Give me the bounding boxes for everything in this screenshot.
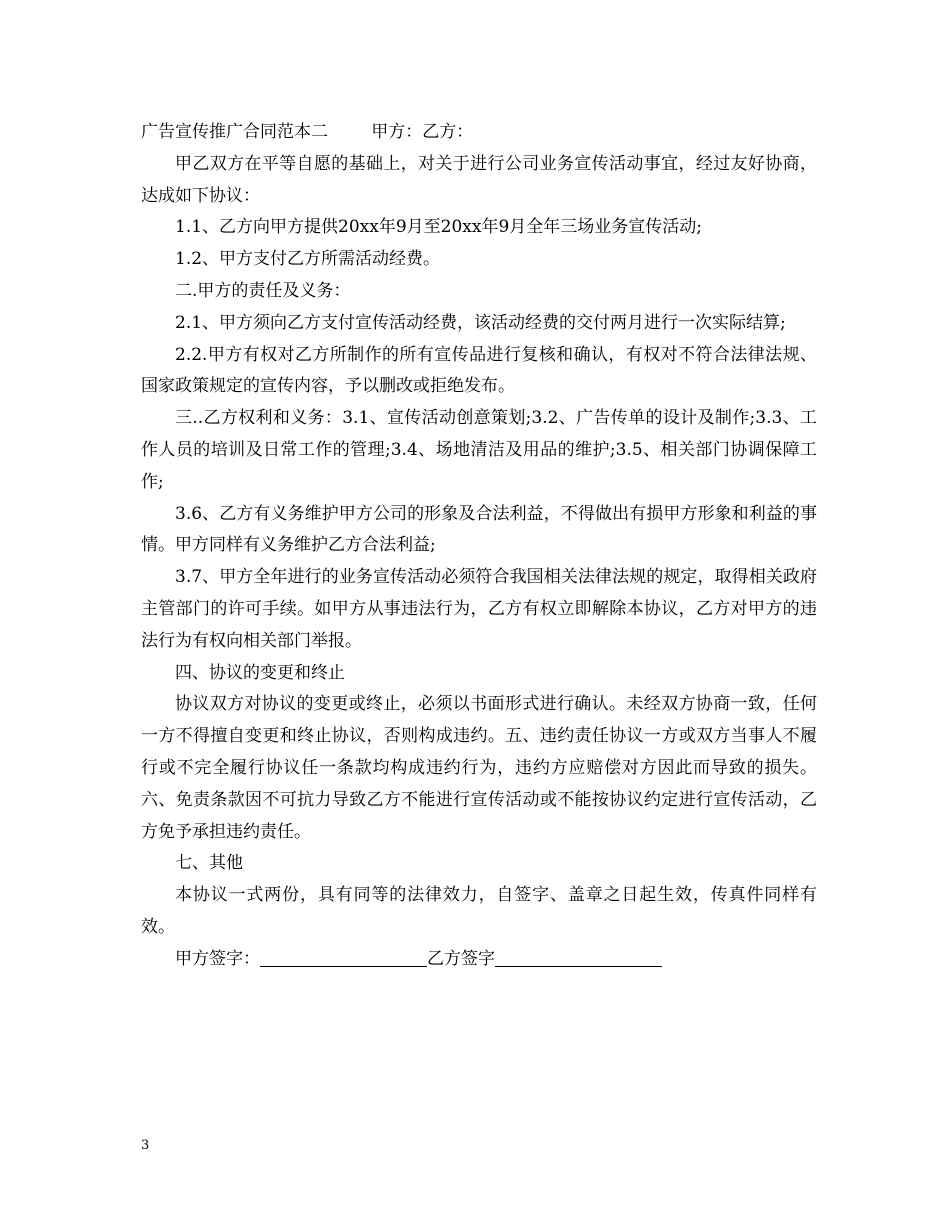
party-a-signature-line xyxy=(260,948,427,967)
paragraph-intro: 甲乙双方在平等自愿的基础上，对关于进行公司业务宣传活动事宜，经过友好协商，达成如下协议： xyxy=(141,153,817,206)
title-line: 广告宣传推广合同范本二 甲方：乙方： xyxy=(141,122,474,142)
party-b-signature-label: 乙方签字 xyxy=(427,948,495,969)
document-body xyxy=(141,117,817,976)
signature-row xyxy=(141,944,817,976)
section-heading-4: 四、协议的变更和终止 xyxy=(175,662,345,683)
paragraph-1-1: 1.1、乙方向甲方提供20xx年9月至20xx年9月全年三场业务宣传活动; xyxy=(175,217,703,238)
paragraph-3: 三..乙方权利和义务：3.1、宣传活动创意策划;3.2、广告传单的设计及制作;3.3、工作人员的培训及日常工作的管理;3.4、场地清洁及用品的维护;3.5、相关部门协调保障工作; xyxy=(141,408,817,492)
party-a-signature-label: 甲方签字： xyxy=(175,948,260,969)
section-heading-7: 七、其他 xyxy=(175,853,243,874)
paragraph-3-7: 3.7、甲方全年进行的业务宣传活动必须符合我国相关法律法规的规定，取得相关政府主管部门的许可手续。如甲方从事违法行为，乙方有权立即解除本协议，乙方对甲方的违法行为有权向相关部门举报。 xyxy=(141,567,817,651)
page-number: 3 xyxy=(141,1138,150,1153)
paragraph-3-6: 3.6、乙方有义务维护甲方公司的形象及合法利益，不得做出有损甲方形象和利益的事情。甲方同样有义务维护乙方合法利益; xyxy=(141,503,817,556)
paragraph-7: 本协议一式两份，具有同等的法律效力，自签字、盖章之日起生效，传真件同样有效。 xyxy=(141,885,817,937)
paragraph-4: 协议双方对协议的变更或终止，必须以书面形式进行确认。未经双方协商一致，任何一方不得擅自变更和终止协议，否则构成违约。五、违约责任协议一方或双方当事人不履行或不完全履行协议任一条款均构成违约行为，违约方应赔偿对方因此而导致的损失。六、免责条款因不可抗力导致乙方不能进行宣传活动或不能按协议约定进行宣传活动，乙方免予承担违约责任。 xyxy=(141,694,817,842)
paragraph-2-2: 2.2.甲方有权对乙方所制作的所有宣传品进行复核和确认，有权对不符合法律法规、国家政策规定的宣传内容，予以删改或拒绝发布。 xyxy=(141,344,817,397)
party-b-signature-line xyxy=(495,948,662,967)
section-heading-2: 二.甲方的责任及义务： xyxy=(175,280,351,301)
paragraph-1-2: 1.2、甲方支付乙方所需活动经费。 xyxy=(175,249,441,270)
paragraph-2-1: 2.1、甲方须向乙方支付宣传活动经费，该活动经费的交付两月进行一次实际结算; xyxy=(175,312,786,333)
